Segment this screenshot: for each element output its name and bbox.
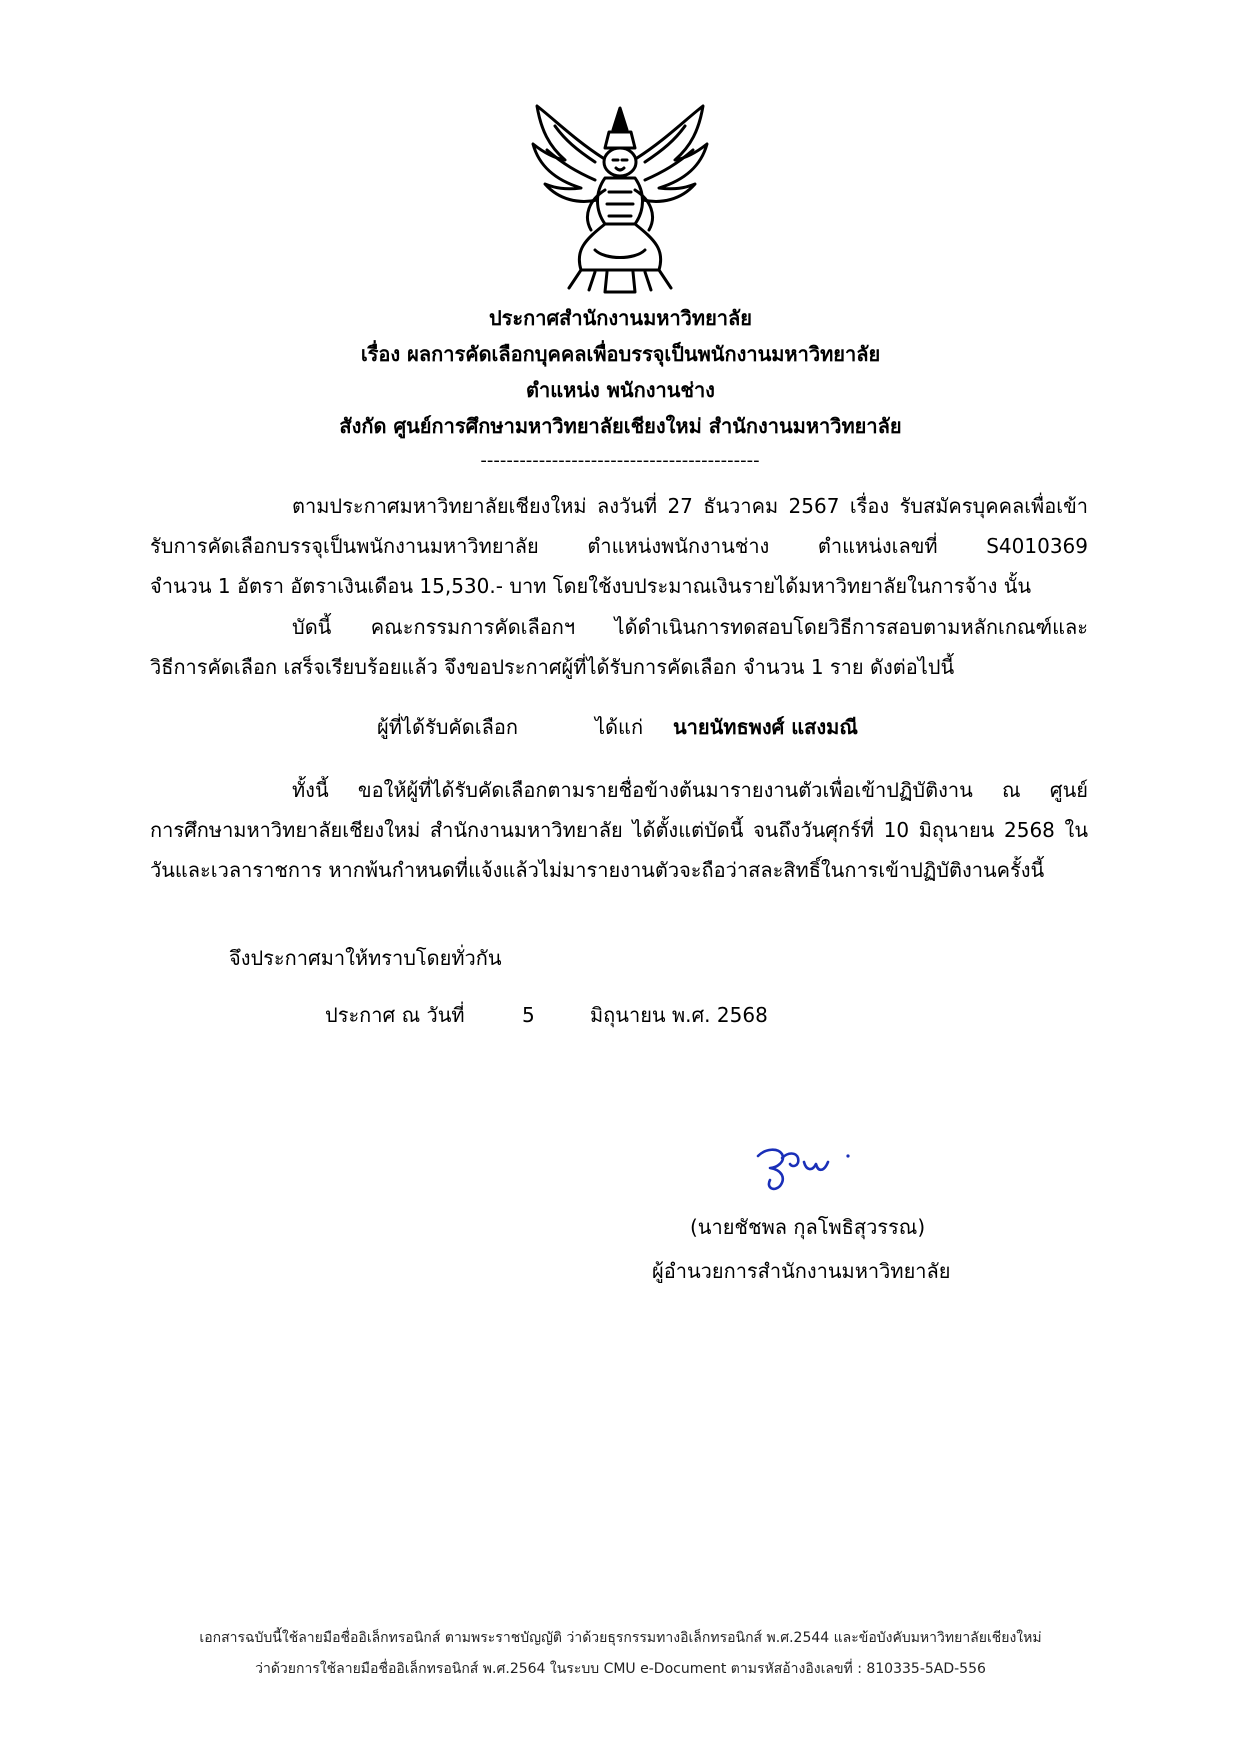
header-subject: เรื่อง ผลการคัดเลือกบุคคลเพื่อบรรจุเป็นพนักงานมหาวิทยาลัย (360, 342, 881, 366)
paragraph-line: วันและเวลาราชการ หากพ้นกำหนดที่แจ้งแล้วไม่มารายงานตัวจะถือว่าสละสิทธิ์ในการเข้าปฏิบัติงานครั้งนี้ (150, 858, 1045, 882)
header-department: สังกัด ศูนย์การศึกษามหาวิทยาลัยเชียงใหม่ สำนักงานมหาวิทยาลัย (339, 414, 902, 438)
signer-position: ผู้อำนวยการสำนักงานมหาวิทยาลัย (652, 1259, 951, 1283)
paragraph-line: ตามประกาศมหาวิทยาลัยเชียงใหม่ ลงวันที่ 27 ธันวาคม 2567 เรื่อง รับสมัครบุคคลเพื่อเข้า (292, 494, 1088, 518)
handwritten-signature (752, 1138, 867, 1193)
date-prefix: ประกาศ ณ วันที่ (325, 1003, 465, 1027)
header-title: ประกาศสำนักงานมหาวิทยาลัย (488, 306, 753, 330)
date-day: 5 (522, 1003, 535, 1027)
paragraph-line: รับการคัดเลือกบรรจุเป็นพนักงานมหาวิทยาลัย ตำแหน่งพนักงานช่าง ตำแหน่งเลขที่ S4010369 (150, 534, 1088, 558)
header-position: ตำแหน่ง พนักงานช่าง (526, 378, 715, 402)
selected-label: ผู้ที่ได้รับคัดเลือก (377, 715, 518, 739)
selected-name: นายนัทธพงศ์ แสงมณี (673, 715, 858, 739)
paragraph-result (150, 607, 1088, 687)
header-separator: ------------------------------------------- (480, 450, 760, 471)
selected-mid-label: ได้แก่ (595, 715, 644, 739)
signer-name: (นายชัชพล กุลโพธิสุวรรณ) (690, 1215, 926, 1239)
paragraph-line: ทั้งนี้ ขอให้ผู้ที่ได้รับคัดเลือกตามรายชื่อข้างต้นมารายงานตัวเพื่อเข้าปฏิบัติงาน ณ ศูนย์ (292, 778, 1088, 802)
closing-notice: จึงประกาศมาให้ทราบโดยทั่วกัน (229, 946, 502, 970)
document-header (0, 300, 1241, 444)
date-month-year: มิถุนายน พ.ศ. 2568 (590, 1003, 768, 1027)
paragraph-announcement (150, 486, 1088, 606)
paragraph-line: บัดนี้ คณะกรรมการคัดเลือกฯ ได้ดำเนินการทดสอบโดยวิธีการสอบตามหลักเกณฑ์และ (292, 615, 1088, 639)
paragraph-line: การศึกษามหาวิทยาลัยเชียงใหม่ สำนักงานมหาวิทยาลัย ได้ตั้งแต่บัดนี้ จนถึงวันศุกร์ที่ 10 มิถุนายน 2568 ใน (150, 818, 1088, 842)
paragraph-line: วิธีการคัดเลือก เสร็จเรียบร้อยแล้ว จึงขอประกาศผู้ที่ได้รับการคัดเลือก จำนวน 1 ราย ดังต่อไปนี้ (150, 655, 955, 679)
garuda-emblem-icon (525, 100, 715, 296)
footer-line-1: เอกสารฉบับนี้ใช้ลายมือชื่ออิเล็กทรอนิกส์ ตามพระราชบัญญัติ ว่าด้วยธุรกรรมทางอิเล็กทรอนิกส์ พ.ศ.2544 และข้อบังคับมหาวิทยาลัยเชียงใหม่ (199, 1630, 1042, 1646)
paragraph-line: จำนวน 1 อัตรา อัตราเงินเดือน 15,530.- บาท โดยใช้งบประมาณเงินรายได้มหาวิทยาลัยในการจ้าง นั้น (150, 574, 1032, 598)
footer-line-2: ว่าด้วยการใช้ลายมือชื่ออิเล็กทรอนิกส์ พ.ศ.2564 ในระบบ CMU e-Document ตามรหัสอ้างอิงเลขที่ : 810335-5AD-556 (255, 1661, 986, 1677)
paragraph-instructions (150, 770, 1088, 890)
